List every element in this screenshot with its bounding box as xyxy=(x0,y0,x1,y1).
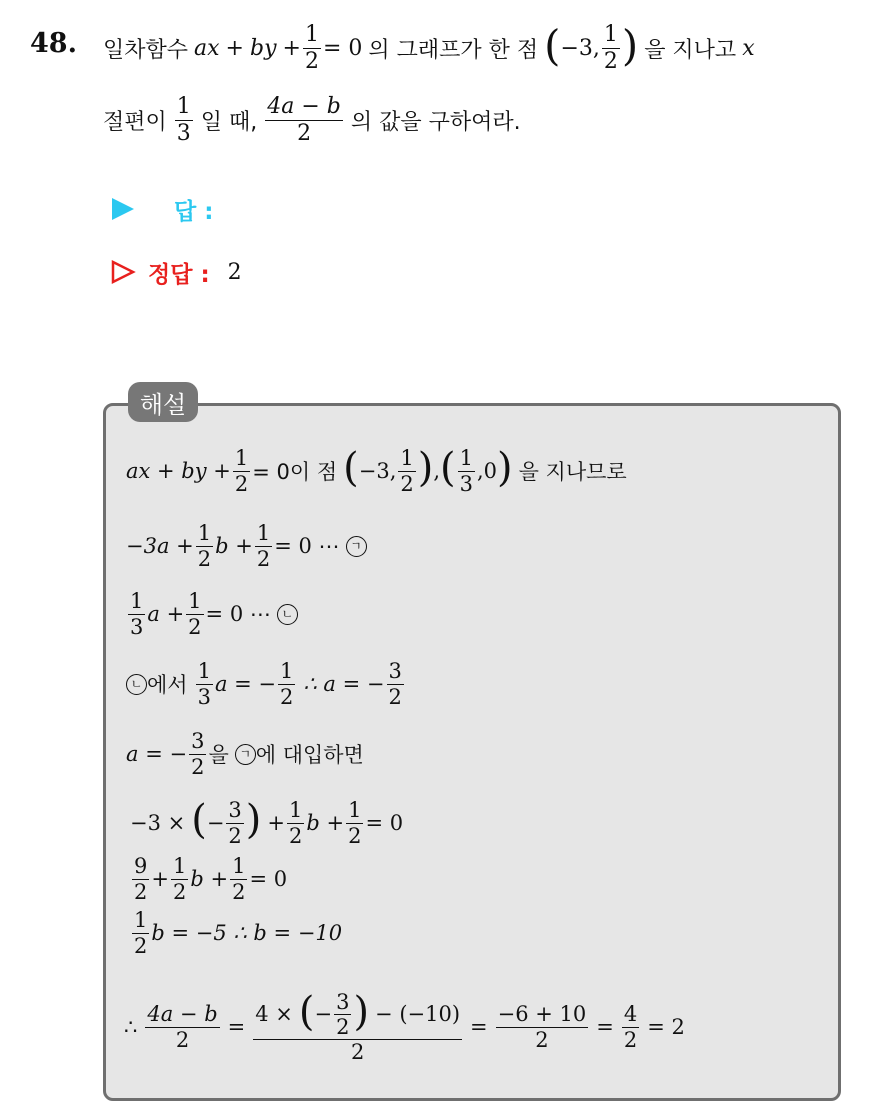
fraction: $\frac{1}{2}$ xyxy=(288,798,303,848)
math-term: x xyxy=(742,35,755,61)
correct-answer-label: 정답 : xyxy=(148,261,210,288)
math-expression: b = −5 ∴ b = −10 xyxy=(151,921,343,945)
explanation-line xyxy=(126,584,298,644)
math-equals: = 0 ⋯ xyxy=(274,534,340,558)
circled-giyeok-mark: ㄱ xyxy=(346,536,367,557)
fraction: $\frac{1}{2}$ xyxy=(280,659,294,709)
problem-number: 48. xyxy=(30,28,77,59)
play-triangle-icon xyxy=(110,196,136,222)
math-expression: ax + by + xyxy=(126,459,231,483)
point-y: ,0 xyxy=(476,459,498,483)
fraction: $\frac{1}{3}$ xyxy=(176,94,191,146)
math-equals: = 0 xyxy=(322,35,363,61)
math-operator: + xyxy=(151,867,169,891)
explanation-label: 해설 xyxy=(128,382,198,422)
math-operator: + xyxy=(282,35,301,61)
math-text: 을 지나므로 xyxy=(518,460,627,484)
correct-answer-row xyxy=(110,254,242,290)
fraction: $\frac{9}{2}$ xyxy=(134,854,148,904)
math-operator: ∴ xyxy=(124,1015,138,1039)
outline-triangle-icon xyxy=(110,259,136,285)
explanation-line xyxy=(126,516,367,576)
problem-text: 의 그래프가 한 점 xyxy=(368,37,539,63)
comma: , xyxy=(433,459,441,483)
math-operator: + xyxy=(225,35,244,61)
fraction: $\frac{3}{2}$ xyxy=(228,798,242,848)
fraction: $\frac{1}{2}$ xyxy=(304,22,319,74)
math-text: 에서 xyxy=(147,673,188,697)
explanation-line: −3 × ( − $\frac{3}{2}$ ) + $\frac{1}{2}$ b + $\frac{1}{2}$ = 0 xyxy=(130,797,404,848)
math-equals: = xyxy=(227,1015,246,1039)
circled-nieun-mark: ㄴ xyxy=(126,674,147,695)
math-operator: − xyxy=(206,811,225,835)
math-result: = 2 xyxy=(647,1015,685,1039)
fraction: $\frac{1}{2}$ xyxy=(197,521,212,571)
fraction: $\frac{1}{2}$ xyxy=(603,22,618,74)
answer-row xyxy=(110,192,213,226)
fraction: $\frac{3}{2}$ xyxy=(388,659,402,709)
point-x: −3, xyxy=(560,35,600,61)
fraction: $\frac{1}{3}$ xyxy=(459,446,473,496)
fraction: $\frac{1}{2}$ xyxy=(188,589,202,639)
problem-line-1: 일차함수 ax + by + $\frac{1}{2}$ = 0 의 그래프가 한 점 ( −3, $\frac{1}{2}$ ) 을 지나고 x xyxy=(103,21,755,74)
fraction: $\frac{1}{3}$ xyxy=(197,659,211,709)
fraction: $\frac{3}{2}$ xyxy=(191,729,205,779)
problem-text: 일 때, xyxy=(200,109,258,135)
math-expression: −3 × xyxy=(130,811,186,835)
math-expression: b + xyxy=(215,534,253,558)
math-text: 에 대입하면 xyxy=(255,743,364,767)
math-equals: = xyxy=(470,1015,488,1039)
answer-label: 답 : xyxy=(174,198,214,225)
math-equals: = 0 ⋯ xyxy=(205,602,271,626)
fraction: $\frac{1}{2}$ xyxy=(134,908,148,958)
fraction: $\frac{1}{2}$ xyxy=(256,521,271,571)
fraction: $\frac{1}{2}$ xyxy=(234,446,249,496)
math-text: = 0이 점 xyxy=(252,460,338,484)
explanation-line xyxy=(124,982,685,1072)
fraction: $\frac{1}{2}$ xyxy=(400,446,414,496)
fraction: $\frac{-6 + 10}{2}$ xyxy=(497,1002,587,1052)
math-expression: b + xyxy=(306,811,345,835)
explanation-line xyxy=(130,904,342,962)
problem-line-2 xyxy=(103,90,521,150)
math-text: 을 xyxy=(208,743,229,767)
math-equals: = xyxy=(596,1015,614,1039)
explanation-line xyxy=(126,654,406,714)
math-term: ax xyxy=(194,35,220,61)
circled-nieun-mark: ㄴ xyxy=(277,604,298,625)
correct-answer-value: 2 xyxy=(227,259,242,285)
big-fraction: 4 × ( − $\frac{3}{2}$ ) − (−10) 2 xyxy=(255,988,461,1065)
math-expression: −3a + xyxy=(126,534,194,558)
math-expression: a + xyxy=(147,602,185,626)
math-equals: = 0 xyxy=(365,811,404,835)
problem-text: 의 값을 구하여라. xyxy=(350,109,521,135)
explanation-line: ax + by + $\frac{1}{2}$ = 0이 점 ( −3, $\frac{1}{2}$ ) , ( $\frac{1}{3}$ ,0 ) 을 지나므로 xyxy=(126,445,627,496)
explanation-line xyxy=(130,850,287,908)
math-equals: = 0 xyxy=(249,867,288,891)
fraction: $\frac{4a - b}{2}$ xyxy=(267,94,341,146)
math-expression: a = − xyxy=(214,672,277,696)
circled-giyeok-mark: ㄱ xyxy=(235,744,256,765)
fraction: $\frac{4a - b}{2}$ xyxy=(147,1002,218,1052)
math-expression: a = − xyxy=(126,742,188,766)
explanation-line xyxy=(126,724,364,784)
problem-text: 절편이 xyxy=(103,109,167,135)
point-x: −3, xyxy=(358,459,397,483)
math-expression: b + xyxy=(190,867,229,891)
fraction: $\frac{1}{2}$ xyxy=(172,854,187,904)
math-term: by xyxy=(249,35,277,61)
fraction: $\frac{1}{3}$ xyxy=(130,589,144,639)
fraction: $\frac{1}{2}$ xyxy=(232,854,246,904)
problem-text: 을 지나고 xyxy=(644,37,737,63)
problem-text: 일차함수 xyxy=(103,37,189,63)
math-operator: + xyxy=(267,811,285,835)
fraction: $\frac{1}{2}$ xyxy=(348,798,362,848)
math-expression: ∴ a = − xyxy=(303,672,385,696)
fraction: $\frac{4}{2}$ xyxy=(623,1002,638,1052)
